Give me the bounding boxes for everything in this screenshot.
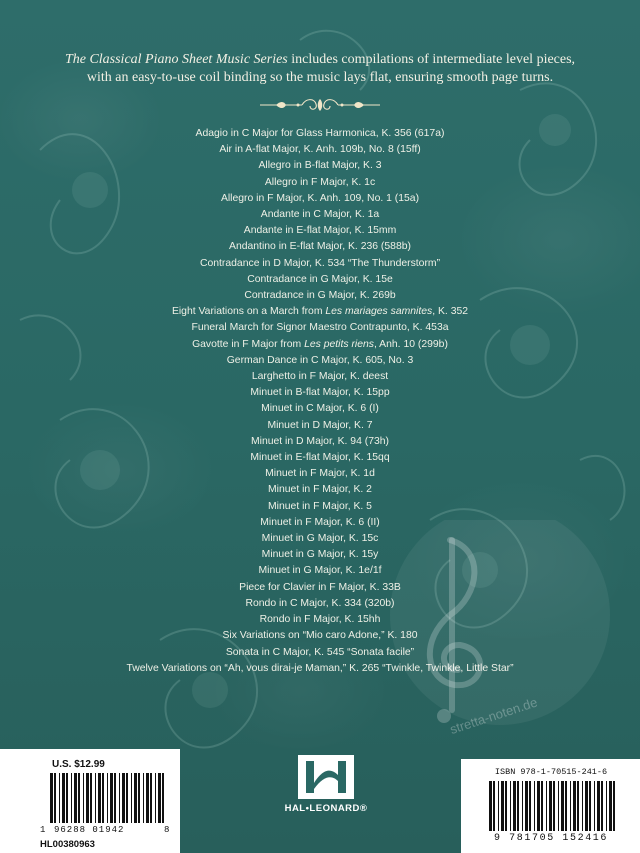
flourish-ornament <box>258 96 382 114</box>
contents-item: Rondo in C Major, K. 334 (320b) <box>245 597 395 609</box>
isbn-barcode-box <box>461 759 640 853</box>
contents-item: Allegro in B-flat Major, K. 3 <box>258 160 382 172</box>
contents-item-text: , Anh. 10 (299b) <box>373 338 448 350</box>
contents-item-italic-title: Les petits riens <box>304 338 374 350</box>
contents-item: Minuet in G Major, K. 15y <box>261 549 379 561</box>
contents-item: Contradance in G Major, K. 269b <box>244 290 396 302</box>
contents-item <box>20 304 620 320</box>
upc-barcode <box>48 773 168 823</box>
contents-item: Minuet in G Major, K. 1e/1f <box>258 565 382 577</box>
contents-item: Minuet in G Major, K. 15c <box>261 533 379 545</box>
contents-item: Minuet in D Major, K. 94 (73h) <box>250 435 390 447</box>
contents-item-italic-title: Les mariages samnites <box>325 306 433 318</box>
contents-item-text: Eight Variations on a March from <box>171 306 326 318</box>
product-code: HL00380963 <box>40 839 95 850</box>
upc-number-middle: 96288 01942 <box>54 825 125 835</box>
contents-item: Minuet in E-flat Major, K. 15qq <box>250 452 390 464</box>
contents-item-text: Gavotte in F Major from <box>192 338 305 350</box>
contents-item: Minuet in F Major, K. 2 <box>268 484 372 496</box>
price: U.S. $12.99 <box>52 759 105 770</box>
ean-barcode <box>487 781 619 831</box>
contents-item: Minuet in C Major, K. 6 (I) <box>261 403 379 415</box>
contents-item: Allegro in F Major, K. Anh. 109, No. 1 (15a) <box>220 192 420 204</box>
contents-item: Andante in E-flat Major, K. 15mm <box>243 225 397 237</box>
ean-number: 9 781705 152416 <box>493 833 608 844</box>
contents-item: Allegro in F Major, K. 1c <box>264 176 376 188</box>
contents-item: Larghetto in F Major, K. deest <box>251 371 389 383</box>
contents-item-text: , K. 352 <box>432 306 469 318</box>
upc-number-right: 8 <box>164 825 171 835</box>
contents-item: Adagio in C Major for Glass Harmonica, K. 356 (617a) <box>195 128 445 139</box>
watermark-text: stretta-noten.de <box>447 694 540 737</box>
contents-item: Sonata in C Major, K. 545 “Sonata facile” <box>225 646 415 658</box>
isbn-label: ISBN 978-1-70515-241-6 <box>494 767 608 777</box>
contents-item: Contradance in G Major, K. 15e <box>247 273 393 285</box>
series-name: The Classical Piano Sheet Music Series <box>64 52 288 67</box>
contents-item: Air in A-flat Major, K. Anh. 109b, No. 8 (15ff) <box>219 144 421 156</box>
publisher-name: HAL•LEONARD® <box>284 803 368 814</box>
contents-item: Rondo in F Major, K. 15hh <box>259 614 381 626</box>
contents-item <box>20 337 620 353</box>
contents-item: German Dance in C Major, K. 605, No. 3 <box>226 354 414 366</box>
contents-item: Minuet in D Major, K. 7 <box>267 419 373 431</box>
contents-item: Piece for Clavier in F Major, K. 33B <box>239 581 401 593</box>
series-description-line1: includes compilations of intermediate level pieces, <box>287 52 576 67</box>
contents-item: Funeral March for Signor Maestro Contrapunto, K. 453a <box>191 322 449 334</box>
series-description <box>40 51 600 87</box>
contents-item: Minuet in F Major, K. 1d <box>265 468 375 480</box>
contents-item: Minuet in F Major, K. 5 <box>268 500 372 512</box>
contents-item: Twelve Variations on “Ah, vous dirai-je Maman,” K. 265 “Twinkle, Twinkle, Little Star” <box>126 662 514 674</box>
price-barcode-box <box>0 749 180 853</box>
watermark-seal <box>340 520 620 750</box>
contents-item: Contradance in D Major, K. 534 “The Thunderstorm” <box>199 257 441 269</box>
contents-item: Six Variations on “Mio caro Adone,” K. 180 <box>222 630 418 642</box>
contents-item: Minuet in B-flat Major, K. 15pp <box>250 387 390 399</box>
upc-number-left: 1 <box>40 825 47 835</box>
contents-item: Andante in C Major, K. 1a <box>260 209 380 221</box>
series-description-line2: with an easy-to-use coil binding so the music lays flat, ensuring smooth page turns. <box>86 70 554 85</box>
publisher-logo <box>276 755 376 825</box>
hal-leonard-logo-icon <box>298 755 354 799</box>
contents-item: Minuet in F Major, K. 6 (II) <box>260 516 380 528</box>
contents-item: Andantino in E-flat Major, K. 236 (588b) <box>229 241 411 253</box>
